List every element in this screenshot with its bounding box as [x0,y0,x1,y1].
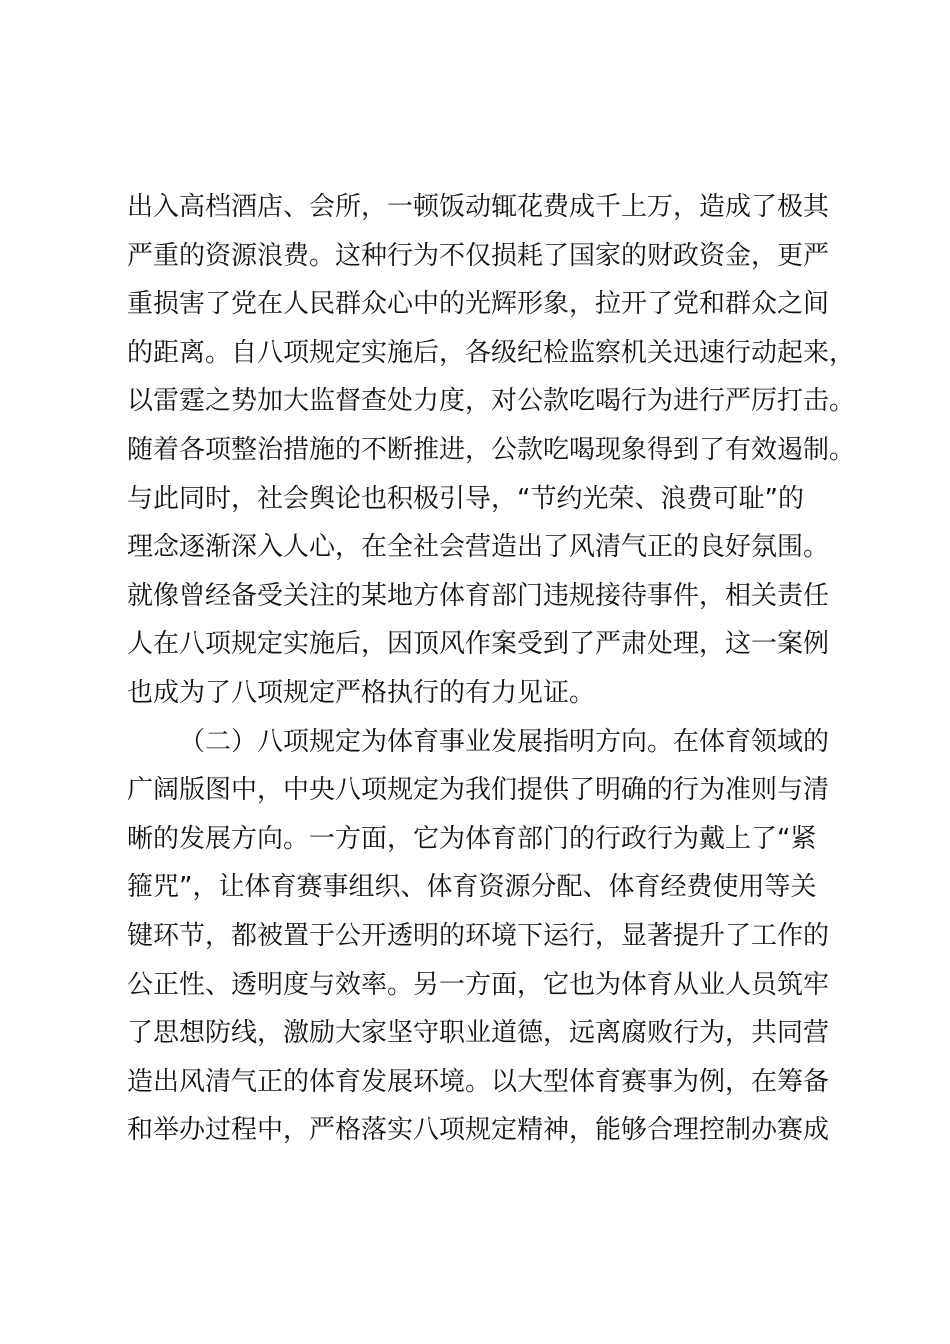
text-line: 和举办过程中，严格落实八项规定精神，能够合理控制办赛成 [127,1115,830,1146]
text-line: 出入高档酒店、会所，一顿饭动辄花费成千上万，造成了极其 [127,192,830,222]
text-line: 广阔版图中，中央八项规定为我们提供了明确的行为准则与清 [127,775,830,806]
text-line: 造出风清气正的体育发展环境。以大型体育赛事为例，在筹备 [127,1066,830,1097]
text-line: 也成为了八项规定严格执行的有力见证。 [127,677,596,708]
text-line: 严重的资源浪费。这种行为不仅损耗了国家的财政资金，更严 [127,240,830,271]
text-line: 以雷霆之势加大监督查处力度，对公款吃喝行为进行严厉打击。 [127,386,856,417]
text-line: 公正性、透明度与效率。另一方面，它也为体育从业人员筑牢 [127,969,830,1000]
section-heading-line: （二）八项规定为体育事业发展指明方向。在体育领域的 [179,726,830,757]
text-line: 重损害了党在人民群众心中的光辉形象，拉开了党和群众之间 [127,289,830,320]
text-line: 了思想防线，激励大家坚守职业道德，远离腐败行为，共同营 [127,1018,830,1049]
text-line: 箍咒”，让体育赛事组织、体育资源分配、体育经费使用等关 [127,872,817,903]
text-line: 键环节，都被置于公开透明的环境下运行，显著提升了工作的 [127,920,830,951]
text-line: 随着各项整治措施的不断推进，公款吃喝现象得到了有效遏制。 [127,434,856,465]
body-text [127,183,856,1155]
text-line: 的距离。自八项规定实施后，各级纪检监察机关迅速行动起来， [127,337,856,368]
text-line: 与此同时，社会舆论也积极引导，“节约光荣、浪费可耻”的 [127,483,804,514]
text-line: 理念逐渐深入人心，在全社会营造出了风清气正的良好氛围。 [127,532,830,563]
text-line: 晰的发展方向。一方面，它为体育部门的行政行为戴上了“紧 [127,823,817,854]
text-line: 人在八项规定实施后，因顶风作案受到了严肃处理，这一案例 [127,629,830,660]
text-line: 就像曾经备受关注的某地方体育部门违规接待事件，相关责任 [127,580,830,611]
